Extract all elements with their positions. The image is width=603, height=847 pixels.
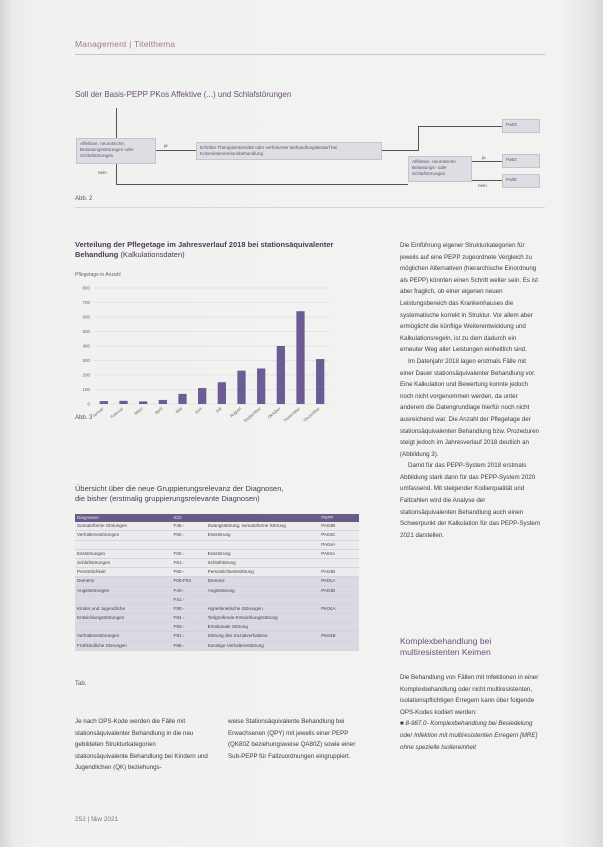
table-cell: PA04B (321, 569, 336, 575)
table-cell: Somatoforme Störungen (77, 523, 128, 529)
x-tick-label: August (228, 405, 243, 419)
chart-caption: Abb. 3 (75, 415, 93, 421)
table-cell: Essstörung (207, 532, 231, 538)
x-tick-label: Juni (193, 405, 203, 415)
table-cell: Schlafstörung (207, 559, 236, 565)
bullet-item: ■ 8-987.0- Komplexbehandlung bei Besiedelung oder Infektion mit multiresistenten Erregern [MRE] ohne spezielle Isoliereinheit (400, 720, 538, 751)
page-number: 252 (75, 816, 86, 823)
x-tick-label: März (133, 405, 144, 416)
bar (100, 401, 108, 404)
table-cell: Essstörungen (77, 550, 106, 556)
x-tick-label: Februar (109, 405, 125, 420)
y-tick-label: 300 (82, 358, 90, 363)
flow-line (382, 150, 418, 151)
flow-label-yes: ja (164, 143, 168, 148)
flow-box-main-diagnosis: Affektive, neurotische, Belastungsstörungen oder Schlafstörungen (76, 138, 156, 164)
diagnosis-table (75, 514, 359, 651)
bar (296, 311, 304, 404)
table-cell: F50.- (173, 550, 185, 556)
table-cell: Sonstige Verhaltensstörung (207, 642, 264, 648)
paragraph: Die Behandlung von Fällen mit Infektionen in einer Komplexbehandlung oder nicht multiresistenten, isolationspflichtigen Erregern kann über folgende OPS-Kodes kodiert werden: (400, 674, 539, 716)
table-cell: Entwicklungsstörungen (77, 615, 125, 621)
table-cell: Zwangsstörung, somatoforme Störung (207, 523, 286, 529)
table-cell: Frühkindliche Störungen (77, 642, 127, 648)
flow-line (472, 161, 502, 162)
x-tick-label: Mai (174, 405, 184, 415)
flow-line (116, 108, 117, 138)
footer: 252 | f&w 2021 (75, 816, 119, 823)
flow-line (156, 150, 196, 151)
figure-caption: Abb. 2 (75, 196, 93, 202)
table-title-line-1: Übersicht über die neue Gruppierungsrelevanz der Diagnosen, (75, 484, 284, 493)
table-cell (172, 540, 206, 549)
bar (237, 371, 245, 404)
x-tick-label: September (242, 405, 262, 424)
table-cell: Emotionale Störung (207, 624, 248, 630)
flow-out-pa04: Pa04 (502, 154, 540, 168)
table-cell: Verhaltensstörungen (77, 633, 120, 639)
table-row (75, 549, 359, 558)
table-row (75, 531, 359, 540)
table-cell: F84.- (173, 615, 185, 621)
bar (277, 346, 285, 404)
table-cell: Persönlichkeit (77, 569, 106, 575)
table-cell: F51.- (173, 559, 185, 565)
table-cell: F50.- (173, 532, 185, 538)
flow-out-pa03: Pa03 (502, 119, 540, 133)
y-tick-label: 0 (87, 401, 90, 407)
body-text-col1: Je nach OPS-Kode werden die Fälle mit stationsäquivalenter Behandlung in die neu gebildeten Strukturkategorien stationsäquivalente Behandlung bei Kindern und Jugendlichen (QK) beziehungs- (75, 718, 208, 772)
table-cell: Demenz (77, 578, 95, 584)
table-cell: Hyperkinetische Störungen (207, 605, 263, 611)
table-cell (319, 623, 359, 632)
table-cell: PA04B (321, 587, 336, 593)
table-row (75, 558, 359, 567)
table-cell: F60.- (173, 569, 185, 575)
table-cell (319, 558, 359, 567)
body-text-col2: weise Stationsäquivalente Behandlung bei Erwachsenen (QPY) mit jeweils einer PEPP (QK80Z beziehungsweise QA80Z) sowie einer Sub-PEPP für Fallzuordnungen eingruppiert. (228, 718, 356, 760)
y-tick-label: 600 (82, 314, 90, 320)
table-cell: PA01A (321, 578, 336, 584)
right-column (400, 240, 540, 541)
table-header (206, 514, 320, 522)
bar-chart (72, 282, 336, 432)
table-title (75, 484, 375, 504)
table-row (75, 586, 359, 595)
table-row (75, 641, 359, 650)
table-row (75, 604, 359, 613)
table-cell (75, 623, 172, 632)
section-header: Management | Titelthema (75, 39, 176, 49)
flow-label-yes: ja (482, 155, 486, 160)
x-tick-label: Dezember (302, 405, 321, 423)
bar (159, 400, 167, 404)
x-tick-label: Juli (214, 405, 223, 414)
bar (178, 394, 186, 404)
table-cell: Angststörungen (77, 587, 110, 593)
table-cell: Essstörung (207, 550, 231, 556)
divider (75, 207, 545, 208)
table-cell: Tiefgreifende Entwicklungsstörung (207, 615, 278, 621)
y-tick-label: 100 (82, 387, 90, 392)
flow-line (116, 164, 117, 184)
flow-line (116, 184, 408, 185)
bar (257, 368, 265, 404)
table-cell: Demenz (207, 578, 225, 584)
table-cell: F91.- (173, 633, 185, 639)
table-row (75, 614, 359, 623)
paragraph: Im Datenjahr 2018 lagen erstmals Fälle mit einer Dauer stationsäquivalenter Behandlung vor. Eine Kalkulation und Bewertung konnte jedoch noch nicht vorgenommen werden, da unter anderem die Datengrundlage hierfür noch nicht ausreichend war. Die Anzahl der Pflegetage der stationsäquivalenten Behandlung bzw. Prozeduren steigt jedoch im Jahresverlauf 2018 deutlich an (Abbildung 3). (400, 357, 539, 458)
table-cell (206, 595, 320, 604)
right-column-lower (400, 672, 540, 753)
table-cell (319, 595, 359, 604)
table-row (75, 595, 359, 604)
chart-title-main: Verteilung der Pflegetage im Jahresverlauf 2018 bei stationsäquivalenter Behandlung (75, 240, 334, 259)
table-header: Diagnosen (75, 514, 172, 522)
table-cell: F93.- (173, 624, 185, 630)
chart-title (75, 240, 335, 260)
table-cell: Verhaltensstörungen (77, 532, 120, 538)
flow-line (418, 126, 419, 151)
table-cell: PK04B (321, 633, 336, 639)
table-row (75, 577, 359, 586)
table-header: PEPP (319, 514, 359, 522)
table-cell: Schlafstörungen (77, 559, 111, 565)
y-tick-label: 200 (82, 372, 90, 378)
flowchart-title: Soll der Basis-PEPP PKos Affektive (...) und Schlafstörungen (75, 90, 292, 99)
flow-box-intensity: Erhöhte Therapieintensität oder verfeinerter Behandlungsbedarf bei Kriseninterventionsbehandlung (196, 142, 382, 160)
table-cell: Angststörung (207, 587, 235, 593)
y-tick-label: 800 (82, 285, 90, 291)
table-row (75, 623, 359, 632)
table-caption: Tab. (75, 681, 87, 687)
table-cell: PK04A (321, 605, 336, 611)
flow-label-no: nein (98, 170, 107, 175)
table-cell (75, 595, 172, 604)
table-cell: F98.- (173, 642, 185, 648)
bar (218, 382, 226, 404)
table-row (75, 568, 359, 577)
flow-line (418, 126, 502, 127)
table-cell: PA04B (321, 523, 336, 529)
flow-label-no: nein (478, 183, 487, 188)
y-tick-label: 400 (82, 343, 90, 349)
table-row (75, 522, 359, 531)
table-cell: F40.- (173, 587, 185, 593)
table-title-line-2: die bisher (erstmalig gruppierungsrelevante Diagnosen) (75, 493, 260, 503)
flow-box-affective: Affektive, neurotische Belastungs- oder Schlafstörungen (408, 156, 472, 182)
section-heading: Komplexbehandlung bei multiresistenten Keimen (400, 636, 492, 658)
flow-out-pa05: Pa05 (502, 174, 540, 188)
table-cell (75, 540, 172, 549)
flowchart (72, 104, 552, 199)
header-rule (75, 54, 545, 55)
table-cell (319, 614, 359, 623)
diagnosis-grid (75, 514, 359, 651)
paragraph: Die Einführung eigener Strukturkategorien für jeweils auf eine PEPP zugeordnete Vergleich zu möglichen Alternativen (hierarchische Einordnung als PEPP) könnten einen Schritt weiter sein. Es ist aber fraglich, ob einer eigenen neuen Leistungsbereich das Krankenhauses die systematische korrekt in Struktur. Vor allem aber ermöglicht die künftige Weiterentwicklung und Kalkulationsregeln, ist zu dem dadurch ein erneuter Weg aller Leistungen einheitlich sind. (400, 242, 538, 354)
bar (119, 401, 127, 404)
table-cell: PA04C (321, 532, 336, 538)
table-cell (206, 540, 320, 549)
y-tick-label: 500 (82, 329, 90, 334)
table-row (75, 632, 359, 641)
table-cell: F90.- (173, 605, 185, 611)
table-row (75, 540, 359, 549)
table-cell: F00-F03 (173, 578, 191, 584)
table-cell: Kinder und Jugendliche (77, 605, 126, 611)
table-cell: Störung des Sozialverhaltens (207, 633, 268, 639)
table-header: ICD (172, 514, 206, 522)
x-tick-label: November (282, 405, 302, 423)
x-tick-label: Oktober (266, 405, 282, 420)
y-tick-label: 700 (82, 300, 90, 305)
chart-title-note: (Kalkulationsdaten) (120, 249, 185, 259)
table-cell (319, 641, 359, 650)
chart-y-label: Pflegetage in Anzahl (75, 272, 121, 278)
table-cell: PA04A (321, 550, 336, 556)
table-cell: F45.- (173, 523, 185, 529)
table-cell: F41.- (173, 596, 185, 602)
bar (316, 359, 324, 404)
table-cell: Persönlichkeitsstörung (207, 569, 254, 575)
journal-name: f&w 2021 (91, 816, 119, 823)
x-tick-label: April (153, 405, 164, 416)
x-tick-label: Januar (91, 405, 105, 419)
flow-line (472, 180, 502, 181)
bar (198, 388, 206, 404)
paragraph: Damit für das PEPP-System 2018 erstmals Abbildung stark dann für das PEPP-System 2020 umfassend. Mit steigender Kodierqualität und Fallzahlen wird die Analyse der stationsäquivalenten Behandlung auch einen Schwerpunkt der Kalkulation für das PEPP-System 2021 darstellen. (400, 462, 540, 539)
table-cell: PA04A (321, 541, 336, 547)
bar (139, 401, 147, 404)
